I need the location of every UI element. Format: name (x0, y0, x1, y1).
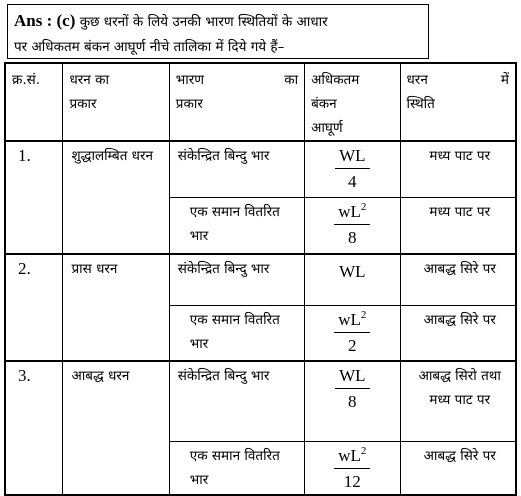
load-type-cell: एक समान वितरित भार (169, 306, 304, 362)
moment-fraction: $\frac{wL^2}{2}$ (334, 309, 370, 356)
header-beam-type: धरन का प्रकार (63, 63, 169, 141)
table-row (5, 361, 516, 442)
table-row (5, 254, 516, 306)
table-header-row (5, 63, 516, 141)
moment-fraction: $\frac{WL}{8}$ (335, 365, 369, 412)
beam-type-cell: आबद्ध धरन (63, 361, 169, 495)
header-serial: क्र.सं. (5, 63, 63, 141)
moment-cell (305, 254, 400, 306)
moment-fraction: $\frac{wL^2}{8}$ (334, 201, 370, 248)
position-cell: आबद्ध सिरे पर (400, 254, 516, 306)
moment-cell (305, 306, 400, 362)
load-type-cell: संकेन्द्रित बिन्दु भार (169, 254, 304, 306)
answer-box (7, 4, 429, 59)
table-row (5, 141, 516, 198)
position-cell: मध्य पाट पर (400, 198, 516, 255)
position-cell: आबद्ध सिरे पर (400, 442, 516, 496)
position-cell: मध्य पाट पर (400, 141, 516, 198)
bending-moment-table (4, 62, 517, 496)
header-load-type: भारण का प्रकार (169, 63, 304, 141)
serial-cell: 2. (5, 254, 63, 361)
serial-cell: 1. (5, 141, 63, 254)
serial-cell: 3. (5, 361, 63, 495)
beam-type-cell: प्रास धरन (63, 254, 169, 361)
load-type-cell: एक समान वितरित भार (169, 198, 304, 255)
moment-value: WL (339, 262, 366, 281)
moment-cell (305, 141, 400, 198)
position-cell: आबद्ध सिरो तथा मध्य पाट पर (400, 361, 516, 442)
answer-text-1: कुछ धरनों के लिये उनकी भारण स्थितियों के आधार (79, 14, 328, 30)
moment-cell (305, 361, 400, 442)
beam-type-cell: शुद्धालम्बित धरन (63, 141, 169, 254)
load-type-cell: संकेन्द्रित बिन्दु भार (169, 141, 304, 198)
moment-cell (305, 442, 400, 496)
position-cell: आबद्ध सिरे पर (400, 306, 516, 362)
header-max-moment: अधिकतम बंकन आघूर्ण (305, 63, 400, 141)
answer-label: Ans : (c) (14, 11, 76, 30)
answer-text-2: पर अधिकतम बंकन आघूर्ण नीचे तालिका में दिये गये हैं– (14, 39, 285, 55)
moment-fraction: $\frac{WL}{4}$ (335, 145, 369, 192)
moment-fraction: $\frac{wL^2}{12}$ (334, 445, 370, 492)
answer-line-1 (14, 8, 422, 35)
moment-cell (305, 198, 400, 255)
header-position: धरन में स्थिति (400, 63, 516, 141)
load-type-cell: संकेन्द्रित बिन्दु भार (169, 361, 304, 442)
load-type-cell: एक समान वितरित भार (169, 442, 304, 496)
